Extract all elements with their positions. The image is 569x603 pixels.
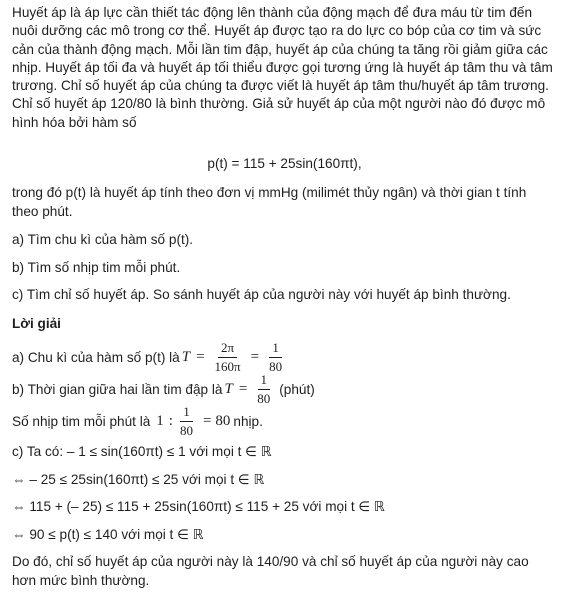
- solution-b-heartbeats: [12, 404, 263, 438]
- intro-line: trương. Chỉ số huyết áp của chúng ta được viết là huyết áp tâm thu/huyết áp tâm trương.: [12, 78, 549, 94]
- equals-sign: =: [196, 348, 205, 365]
- period-var: T: [181, 348, 191, 365]
- question-a: a) Tìm chu kì của hàm số p(t).: [12, 232, 194, 247]
- main-formula: p(t) = 115 + 25sin(160πt),: [207, 156, 362, 171]
- fraction: [266, 341, 285, 374]
- denominator: 80: [179, 422, 193, 438]
- intro-line: hình hóa bởi hàm số: [12, 114, 137, 130]
- equals-sign: =: [238, 380, 248, 397]
- numerator: 1: [258, 373, 271, 390]
- denominator: 80: [269, 358, 283, 374]
- solution-b-text: b) Thời gian giữa hai lần tim đập là: [12, 381, 223, 397]
- unit-label: nhịp.: [233, 413, 263, 429]
- where-line: theo phút.: [12, 204, 73, 219]
- numerator: 1: [180, 405, 193, 422]
- where-line: trong đó p(t) là huyết áp tính theo đơn vị mmHg (milimét thủy ngân) và thời gian t tính: [12, 185, 527, 200]
- solution-c-line: ⇔ – 25 ≤ 25sin(160πt) ≤ 25 với mọi t ∈ ℝ: [12, 472, 265, 487]
- question-b: b) Tìm số nhịp tim mỗi phút.: [12, 260, 181, 275]
- conclusion-line: hơn mức bình thường.: [12, 573, 150, 588]
- solution-heading: Lời giải: [12, 316, 61, 331]
- intro-line: Huyết áp là áp lực cần thiết tác động lên thành của động mạch để đưa máu từ tim đến: [12, 5, 533, 20]
- fraction: [212, 341, 244, 374]
- period-var: T: [224, 380, 233, 397]
- equals-sign: =: [250, 348, 260, 365]
- denominator: 160π: [214, 358, 241, 374]
- unit-label: (phút): [279, 381, 315, 397]
- intro-line: Chỉ số huyết áp 120/80 là bình thường. Giả sử huyết áp của một người nào đó được mô: [12, 96, 546, 112]
- conclusion-line: Do đó, chỉ số huyết áp của người này là 140/90 và chỉ số huyết áp của người này cao: [12, 554, 529, 569]
- fraction: [177, 405, 196, 438]
- solution-c-line: ⇔ 90 ≤ p(t) ≤ 140 với mọi t ∈ ℝ: [12, 527, 204, 542]
- intro-line: nhịp. Huyết áp tối đa và huyết áp tối thiểu được gọi tương ứng là huyết áp tâm thu và tâm: [12, 59, 553, 75]
- number-one: 1: [156, 412, 164, 429]
- intro-line: cản của thành động mạch. Mỗi lần tim đập, huyết áp của chúng ta tăng rồi giảm giữa các: [12, 41, 548, 57]
- solution-a-text: a) Chu kì của hàm số p(t) là: [12, 349, 180, 365]
- denominator: 80: [257, 390, 271, 406]
- intro-paragraph: [12, 4, 569, 134]
- solution-a: [12, 340, 288, 374]
- question-c: c) Tìm chỉ số huyết áp. So sánh huyết áp của người này với huyết áp bình thường.: [12, 287, 511, 302]
- solution-c-line: c) Ta có: – 1 ≤ sin(160πt) ≤ 1 với mọi t ∈ ℝ: [12, 444, 272, 459]
- solution-b2-text: Số nhịp tim mỗi phút là: [12, 413, 151, 429]
- numerator: 2π: [218, 341, 237, 358]
- numerator: 1: [269, 341, 282, 358]
- solution-b: [12, 372, 315, 406]
- solution-c-line: ⇔ 115 + (– 25) ≤ 115 + 25sin(160πt) ≤ 115 + 25 với mọi t ∈ ℝ: [12, 499, 385, 514]
- colon-sign: :: [168, 412, 173, 429]
- intro-line: nuôi dưỡng các mô trong cơ thể. Huyết áp được tạo ra do lực co bóp của cơ tim và sức: [12, 23, 542, 39]
- result-value: 80: [215, 412, 231, 429]
- fraction: [254, 373, 273, 406]
- equals-sign: =: [202, 412, 212, 429]
